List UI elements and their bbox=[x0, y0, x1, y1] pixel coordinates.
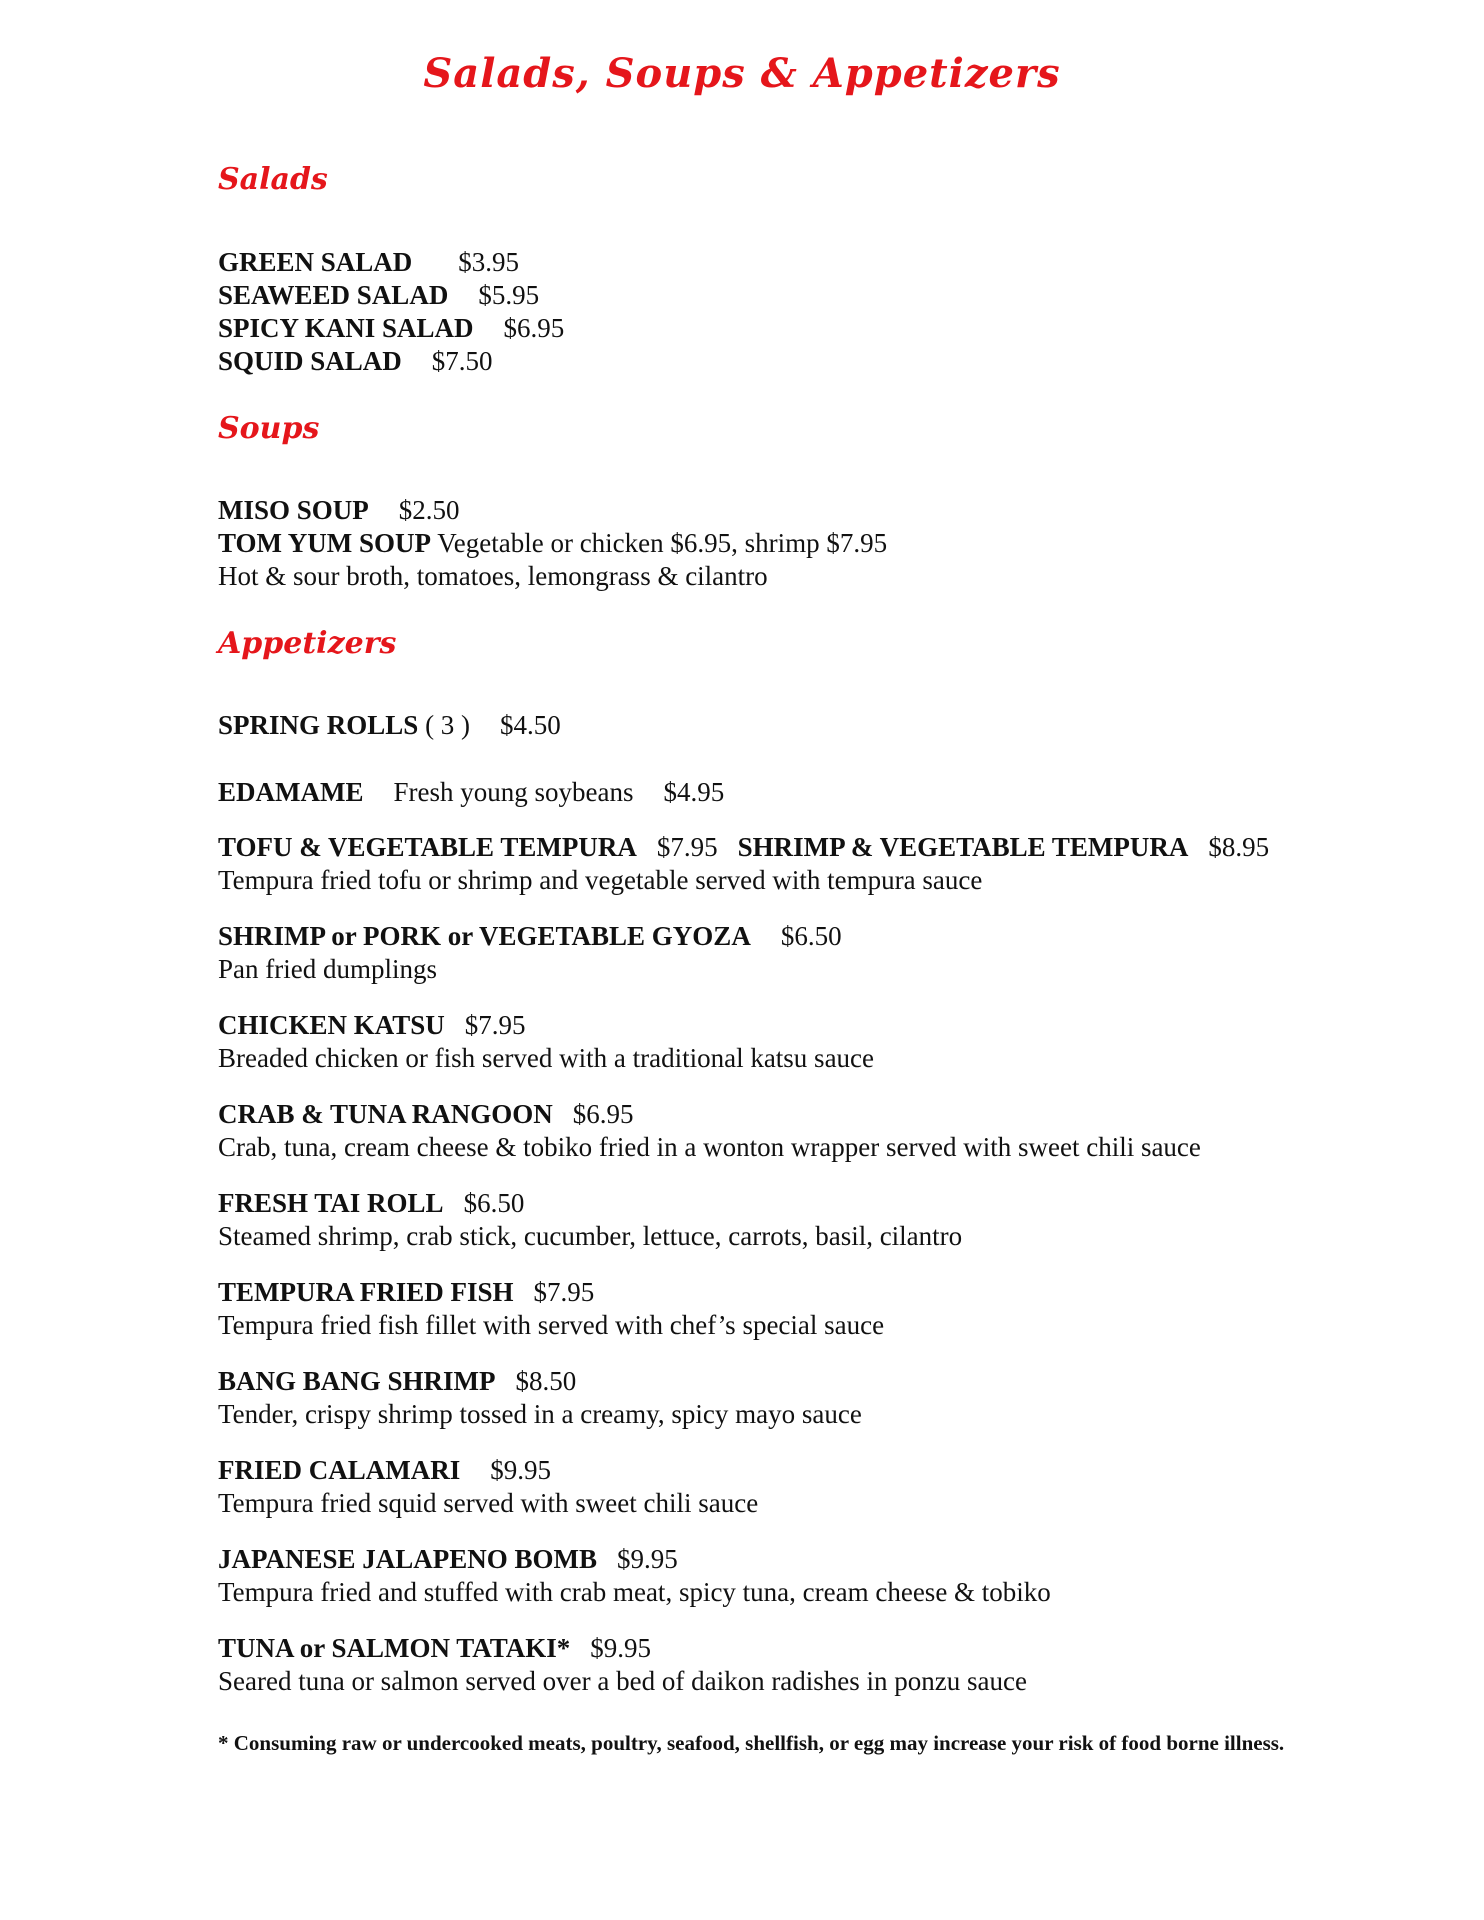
menu-item bbox=[218, 344, 493, 378]
item-description: Tempura fried fish fillet with served with chef’s special sauce bbox=[218, 1310, 885, 1340]
item-name: CHICKEN KATSU bbox=[218, 1010, 445, 1040]
item-description: Tender, crispy shrimp tossed in a creamy, spicy mayo sauce bbox=[218, 1399, 862, 1429]
item-price: $9.95 bbox=[617, 1544, 678, 1574]
item-name: SQUID SALAD bbox=[218, 346, 402, 376]
item-name: SEAWEED SALAD bbox=[218, 280, 449, 310]
item-description: Breaded chicken or fish served with a traditional katsu sauce bbox=[218, 1043, 875, 1073]
item-description: Tempura fried squid served with sweet chili sauce bbox=[218, 1488, 759, 1518]
menu-item bbox=[218, 278, 539, 312]
item-name: SPRING ROLLS bbox=[218, 710, 419, 740]
item-name: TEMPURA FRIED FISH bbox=[218, 1277, 514, 1307]
item-name: GREEN SALAD bbox=[218, 247, 413, 277]
item-name: FRESH TAI ROLL bbox=[218, 1188, 444, 1218]
menu-item bbox=[218, 1275, 594, 1309]
item-description: Steamed shrimp, crab stick, cucumber, lettuce, carrots, basil, cilantro bbox=[218, 1221, 963, 1251]
menu-item bbox=[218, 493, 460, 527]
item-price: $8.50 bbox=[515, 1366, 577, 1396]
item-name: JAPANESE JALAPENO BOMB bbox=[218, 1544, 598, 1574]
item-name: SPICY KANI SALAD bbox=[218, 313, 474, 343]
menu-item bbox=[218, 1542, 678, 1576]
item-description: Hot & sour broth, tomatoes, lemongrass & cilantro bbox=[218, 561, 768, 591]
item-name: SHRIMP & VEGETABLE TEMPURA bbox=[737, 832, 1189, 862]
item-price: $7.95 bbox=[464, 1010, 526, 1040]
section-heading-soups: Soups bbox=[218, 411, 320, 446]
item-description: Pan fried dumplings bbox=[218, 954, 437, 984]
section-heading-appetizers: Appetizers bbox=[218, 626, 397, 661]
menu-item bbox=[218, 830, 1269, 864]
menu-item bbox=[218, 1186, 524, 1220]
item-price: $5.95 bbox=[478, 280, 540, 310]
item-name: TOM YUM SOUP bbox=[218, 528, 431, 558]
item-name: SHRIMP or PORK or VEGETABLE GYOZA bbox=[218, 921, 751, 951]
item-price: $6.95 bbox=[503, 313, 565, 343]
item-price: $6.95 bbox=[572, 1099, 634, 1129]
menu-item bbox=[218, 1631, 651, 1665]
menu-item bbox=[218, 311, 564, 345]
menu-item bbox=[218, 775, 724, 809]
page-title: Salads, Soups & Appetizers bbox=[423, 50, 1061, 97]
item-description: Tempura fried tofu or shrimp and vegetable served with tempura sauce bbox=[218, 865, 983, 895]
item-name: BANG BANG SHRIMP bbox=[218, 1366, 496, 1396]
menu-item bbox=[218, 1097, 634, 1131]
item-price: $6.50 bbox=[463, 1188, 525, 1218]
item-price: $2.50 bbox=[398, 495, 460, 525]
item-price: $4.50 bbox=[500, 710, 561, 740]
menu-item bbox=[218, 919, 842, 953]
item-description: Seared tuna or salmon served over a bed of daikon radishes in ponzu sauce bbox=[218, 1666, 1027, 1696]
item-name: TOFU & VEGETABLE TEMPURA bbox=[218, 832, 637, 862]
section-heading-salads: Salads bbox=[218, 162, 328, 197]
menu-item bbox=[218, 1008, 526, 1042]
item-name: TUNA or SALMON TATAKI* bbox=[218, 1633, 571, 1663]
footnote: * Consuming raw or undercooked meats, poultry, seafood, shellfish, or egg may increase your risk of food borne illness. bbox=[218, 1731, 1285, 1755]
item-price: $7.95 bbox=[533, 1277, 595, 1307]
menu-item bbox=[218, 1453, 551, 1487]
item-name: EDAMAME bbox=[218, 777, 364, 807]
item-name: MISO SOUP bbox=[218, 495, 369, 525]
menu-item bbox=[218, 708, 561, 742]
item-description: Tempura fried and stuffed with crab meat, spicy tuna, cream cheese & tobiko bbox=[218, 1577, 1051, 1607]
menu-item bbox=[218, 1364, 576, 1398]
item-price: $4.95 bbox=[663, 777, 725, 807]
item-price: $3.95 bbox=[458, 247, 520, 277]
item-description: Crab, tuna, cream cheese & tobiko fried in a wonton wrapper served with sweet chili sauce bbox=[218, 1132, 1201, 1162]
menu-item bbox=[218, 245, 519, 279]
item-detail: Vegetable or chicken $6.95, shrimp $7.95 bbox=[437, 528, 888, 558]
item-price: $7.50 bbox=[431, 346, 493, 376]
menu-item bbox=[218, 526, 887, 560]
item-detail: Fresh young soybeans bbox=[393, 777, 634, 807]
item-price: $8.95 bbox=[1208, 832, 1270, 862]
item-price: $9.95 bbox=[590, 1633, 652, 1663]
item-name: CRAB & TUNA RANGOON bbox=[218, 1099, 553, 1129]
item-qty: ( 3 ) bbox=[425, 710, 471, 740]
item-price: $6.50 bbox=[780, 921, 842, 951]
item-price: $9.95 bbox=[490, 1455, 551, 1485]
item-price: $7.95 bbox=[656, 832, 718, 862]
item-name: FRIED CALAMARI bbox=[218, 1455, 461, 1485]
